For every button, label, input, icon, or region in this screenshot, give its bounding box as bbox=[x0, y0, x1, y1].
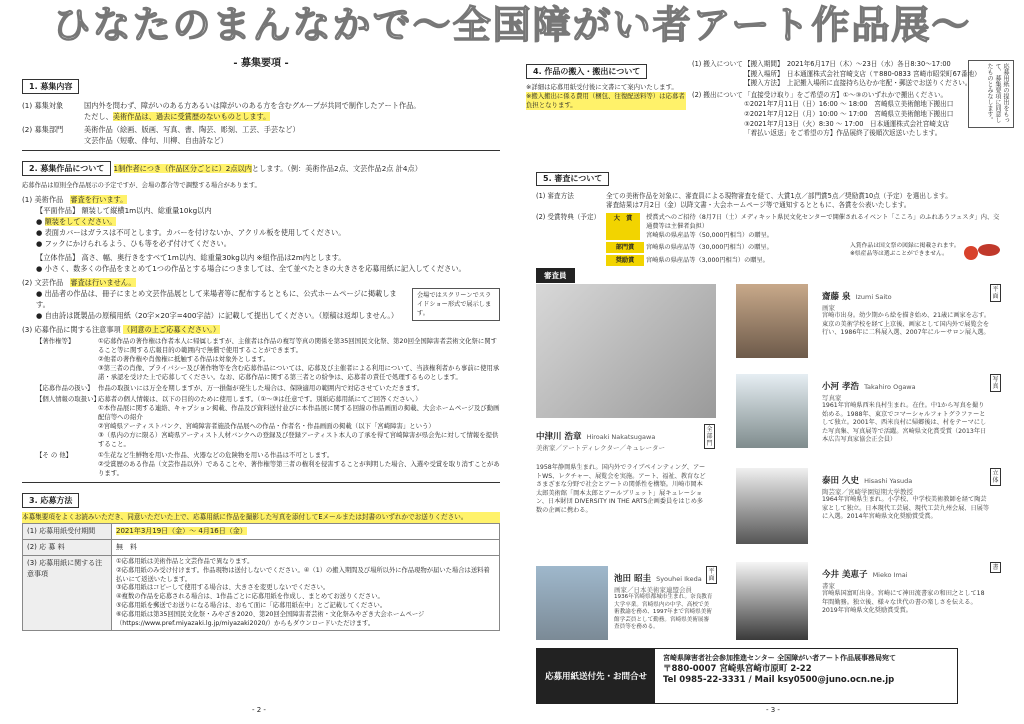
judge-card-yasuda: 泰田 久史 Hisashi Yasuda 陶芸家／宮崎学園短期大学教授 1964年宮崎県生まれ。小学校、中学校美術教師を経て陶芸家として独立。日本現代工芸展、現代工芸九州会展、日展等に入選。2014年宮崎県文化奨励賞受賞。 bbox=[822, 476, 990, 521]
notes-body: 【著作権等】 ①応募作品の著作権は作者本人に帰属しますが、主催者は作品の複写等真の関係を第35回国民文化祭、第20回全国障害者芸術文化祭に関すること等に関する広報目的の範囲内で無償で使用することができます。 ②他者の著作権や肖像権に抵触する作品は対象外とします。 ③第三者の肖像、プライバシー及び著作物等を含む応募作品については、応募及び主催者による利用について、当該権利者から事前に使用承諾・承認を受けた上で応募してください。なお、応募作品に関する第三者との紛争は、応募者の責任で処理するものとします。 【応募作品の扱い】 作品の取扱いには万全を期しますが、万一損傷が発生した場合は、保険適用の範囲内で対応させていただきます。 【個人情報の取扱い】 応募者の個人情報は、以下の目的のために使用します。（①～③は任意です。別紙応募用紙にてご回答ください。） ①本作品展に関する連絡、キャプション掲載、作品及び資料送付並びに本作品展に関する回線の作品画面の掲載、大会ホームページ及び動画配信等への紹介 ②宮崎県アーティストバンク、宮崎障害者施設作品展への作品・作者名・作品画面の掲載（以下「宮崎障害」という） ③（県内の方に限る）宮崎県アーティスト人材バンクへの登録及び登録アーティスト本人の了承を得て宮崎障害が県会先に対して情報を提供すること。 【そ の 他】 ①生花など生鮮物を用いた作品、火器などの危険物を用いる作品は不可とします。 ②受賞歴のある作品（文芸作品以外）であることや、著作権等第三者の権利を侵害することが判明した場合、入選や受賞を取り消すことがあります。 bbox=[36, 337, 500, 477]
section-head-2-row: 2. 募集作品について 1制作者につき（作品区分ごとに）2点以内とします。（例：美術作品2点、文芸作品2点 計4点） bbox=[22, 155, 500, 180]
right-page: 4. 作品の搬入・搬出について ※詳細は応募用紙受付後に文書にて案内いたします。 ※搬入搬出に係る費用（梱包、往復配送料等）は応募者負担となります。 (1) 搬入について 【搬入期間】 2021年6月17日（木）～23日（水）各日8:30～17:00 【搬入場所】 日本通運株式会社宮崎支店（〒880-0833 宮崎市昭栄町67番地） 【搬入方法】 上記搬入場所に直接持ち込むか宅配・郵送でお送りください。 (2) 搬出について 「直接受け取り」をご希望の方】①～③のいずれかで搬出ください。 ①2021年7月11日（日）16:00 ～ 18:00 宮崎県立美術館地下搬出口 ②2021年7月12日（月）10:00 ～ 17:00 宮崎県立美術館地下搬出口 ③2021年7月13日（火）8:30 ～ 17:00 日本通運株式会社宮崎支店 「着払い返送」をご希望の方】作品展終了後順次返送いたします。 bbox=[526, 60, 981, 138]
category-tag: 全部門 bbox=[704, 424, 715, 449]
literary-works: ● 出品者の作品は、冊子にまとめ文芸作品展として来場者等に配布するとともに、公式ホームページに掲載します。 ● 自由詩は既製品の原稿用紙（20字×20字=400字詰）に記載して提出してください。（原稿は返却しません。） 会場ではスクリーンでスライドショー形式で展示します。 bbox=[22, 288, 500, 321]
category-tag: 平面 bbox=[990, 284, 1001, 302]
judge-card-imai: 今井 美恵子 Mieko Imai 書家 宮崎県国富町出身。宮崎にて神田流書家の和田之として18年間勤務。独立後、様々な世代の書の楽しさを伝える。2019年宮崎県文化奨励賞受賞。 bbox=[822, 570, 985, 615]
judge-photo-yasuda bbox=[736, 468, 808, 544]
delivery-cost-note: ※搬入搬出に係る費用（梱包、往復配送料等）は応募者負担となります。 bbox=[526, 92, 685, 109]
contact-label: 応募用紙送付先・お問合せ bbox=[537, 649, 655, 703]
section-subtitle: - 募集要項 - bbox=[233, 58, 289, 69]
judge-photo-nakatsugawa bbox=[536, 284, 716, 418]
section-head-4: 4. 作品の搬入・搬出について bbox=[526, 64, 647, 79]
judge-photo-imai bbox=[736, 562, 808, 640]
table-row: (3) 応募用紙に関する注意事項 ①応募用紙は美術作品と文芸作品で異なります。 ②応募用紙のみ受け付けます。作品現物は送付しないでください。④（1）の搬入期間及び場所以外に作品現物が届いた場合は送料着払いにて返送いたします。 ③応募用紙はコピーして使用する場合は、大きさを変更しないでください。 ④複数の作品を応募される場合は、1作品ごとに応募用紙を作成し、まとめてお送りください。 ⑤応募用紙を郵送でお送りになる場合は、おもて面に「応募用紙在中」とご記載してください。 ⑥応募用紙は第35回国民文化祭・みやざき2020、第20回全国障害者芸術・文化祭みやざき大会ホームページ（https://www.pref.miyazaki.lg.jp/miyazaki2020/）からもダウンロードいただけます。 bbox=[23, 556, 500, 631]
category-tag: 立体 bbox=[990, 468, 1001, 486]
judge-photo-saito bbox=[736, 284, 808, 358]
category-tag: 平面 bbox=[706, 566, 717, 584]
left-page bbox=[22, 58, 500, 631]
table-row: (1) 応募用紙受付期間 2021年3月19日（金）～ 4月16日（金） bbox=[23, 524, 500, 540]
judge-photo-ikeda bbox=[536, 566, 608, 640]
contact-address: 〒880-0007 宮崎県宮崎市原町 2-22 bbox=[663, 664, 812, 674]
contact-tel-mail: Tel 0985-22-3331 / Mail ksy0500@juno.ocn.ne.jp bbox=[663, 675, 895, 685]
plane-works: 【平面作品】 額装して縦横1m以内、総重量10kg以内 ● 額装をしてください。 ● 表面カバーはガラスは不可とします。カバーを付けないか、アクリル板を使用してください。 ● フックにかけられるよう、ひも等を必ず付けてください。 【立体作品】 高さ、幅、奥行きをすべて1m以内、総重量30kg以内 ※組作品は2m内とします。 ● 小さく、数多くの作品をまとめて1つの作品とする場合につきましては、全て並べたときの大きさを応募用紙に記入してください。 bbox=[36, 206, 466, 273]
divider bbox=[22, 150, 500, 151]
judge-photo-ogawa bbox=[736, 374, 808, 448]
review-section: 5. 審査について (1) 審査方法 全ての美術作品を対象に、審査員による現物審査を経て、大賞1点／部門賞5点／奨励賞10点（予定）を選出します。 審査結果は7月2日（金）以降文書・大会ホームページ等で通知するとともに、各賞を公表いたします。 (2) 受賞特典（予定） 大 賞 授賞式へのご招待（8月7日（土）メディキット県民文化センターで開催されるイベント「こころ」のふれあうフェスタ」内、交通費等は主催者負担） 宮崎県の県産品等（50,000円相当）の贈呈。 部門賞 宮崎県の県産品等（30,000円相当）の贈呈。 奨励賞 宮崎県の県産品等（3,000円相当）の贈呈。 入賞作品は国文祭の図録に掲載されます。※県産品等は選ぶことができません。 bbox=[536, 166, 1004, 268]
contact-box bbox=[536, 648, 958, 704]
art-works-heading: (1) 美術作品 審査を行います。 bbox=[22, 195, 128, 204]
category-tag: 写真 bbox=[990, 374, 1001, 392]
dept-prize-badge: 部門賞 bbox=[606, 242, 644, 253]
section-head-1: 1. 募集内容 bbox=[22, 79, 79, 94]
recruit-target: (1) 募集対象 国内外を問わず、障がいのある方あるいは障がいのある方を含むグループが共同で制作したアート作品。 ただし、美術作品は、過去に受賞歴のないものとします。 bbox=[22, 101, 421, 121]
notes-heading: (3) 応募作品に関する注意事項 （同意の上ご応募ください。） bbox=[22, 325, 221, 334]
judge-card-ikeda: 池田 昭圭 Syouhei Ikeda 画家／日本美術家連盟会員 1936年宮崎県都城市生まれ。奈良教育大学卒業。宮崎県内の中学、高校で美術教諭を務め、1997年まで宮崎県美術館学芸員として勤務。宮崎県美術展審査員等を務める。 bbox=[614, 574, 713, 631]
fruit-illustration bbox=[962, 242, 1004, 266]
divider bbox=[22, 482, 500, 483]
category-tag: 書 bbox=[990, 562, 1001, 573]
page-number-left: - 2 - bbox=[252, 706, 266, 714]
application-table bbox=[22, 523, 500, 631]
judge-card-nakatsugawa: 中津川 浩章 Hiroaki Nakatsugawa 美術家／アートディレクター／キュレーター 1958年静岡県生まれ。国内外でライブペインティング、アートWS、レクチャー、展覧会を実施。アート、福祉、教育などさまざまな分野で社会とアートの関係性を構築。川崎市岡本太郎美術館「岡本太郎とアールブリュット」展キュレーション、日本財団 DIVERSITY IN THE ARTS企画委員をはじめ多数の企画に携わる。 bbox=[536, 432, 706, 514]
judge-card-saito: 齋藤 泉 Izumi Saito 画家 宮崎市出身。幼少期から絵を描き始め、21歳に画家を志す。東京の美術学校を経て上京後、画家として国内外で展覧会を行い、1986年に二科展入選、2007年にルーサロン展入選。 bbox=[822, 292, 991, 337]
screen-note-box: 会場ではスクリーンでスライドショー形式で展示します。 bbox=[412, 288, 500, 321]
judge-card-ogawa: 小河 孝浩 Takahiro Ogawa 写真家 1961年宮崎県西米良村生まれ。在住。中1から写真を撮り始める。1988年、東京でコマーシャルフォトグラファーとして独立。2001年、西米良村に帰郷後は、村をテーマにした写真集、写真展等で活躍。宮崎県文化賞受賞（2013年日本広告写真家協会正会員） bbox=[822, 382, 987, 444]
contact-org: 宮崎県障害者社会参加推進センター 全国障がい者アート作品展事務局宛て bbox=[663, 654, 896, 662]
encouragement-prize-badge: 奨励賞 bbox=[606, 255, 644, 266]
page-number-right: - 3 - bbox=[766, 706, 780, 714]
table-row: (2) 応 募 料 無 料 bbox=[23, 540, 500, 556]
section-3-intro: 本募集要項をよくお読みいただき、同意いただいた上で、応募用紙に作品を撮影した写真を添付してEメールまたは封書のいずれかでお送りください。 bbox=[22, 512, 500, 523]
consent-side-note: 応募用紙の提出をもって、募集要項に同意したものとみなします。 bbox=[968, 60, 1014, 128]
judges-heading: 審査員 bbox=[536, 268, 575, 283]
recruit-categories: (2) 募集部門 美術作品（絵画、版画、写真、書、陶芸、彫刻、工芸、手芸など） 文芸作品（短歌、俳句、川柳、自由詩など） bbox=[22, 125, 300, 145]
prize-note: 入賞作品は国文祭の図録に掲載されます。※県産品等は選ぶことができません。 bbox=[850, 242, 960, 257]
section-head-3: 3. 応募方法 bbox=[22, 493, 79, 508]
grand-prize-badge: 大 賞 bbox=[606, 213, 640, 240]
delivery-note: ※詳細は応募用紙受付後に文書にて案内いたします。 bbox=[526, 83, 678, 91]
section-2-note: 応募作品は原則全作品展示の予定ですが、会場の都合等で調整する場合があります。 bbox=[22, 182, 261, 189]
literary-heading: (2) 文芸作品 審査は行いません。 bbox=[22, 278, 136, 287]
flyer-title: ひなたのまんなかで〜全国障がい者アート作品展〜 bbox=[52, 2, 972, 47]
